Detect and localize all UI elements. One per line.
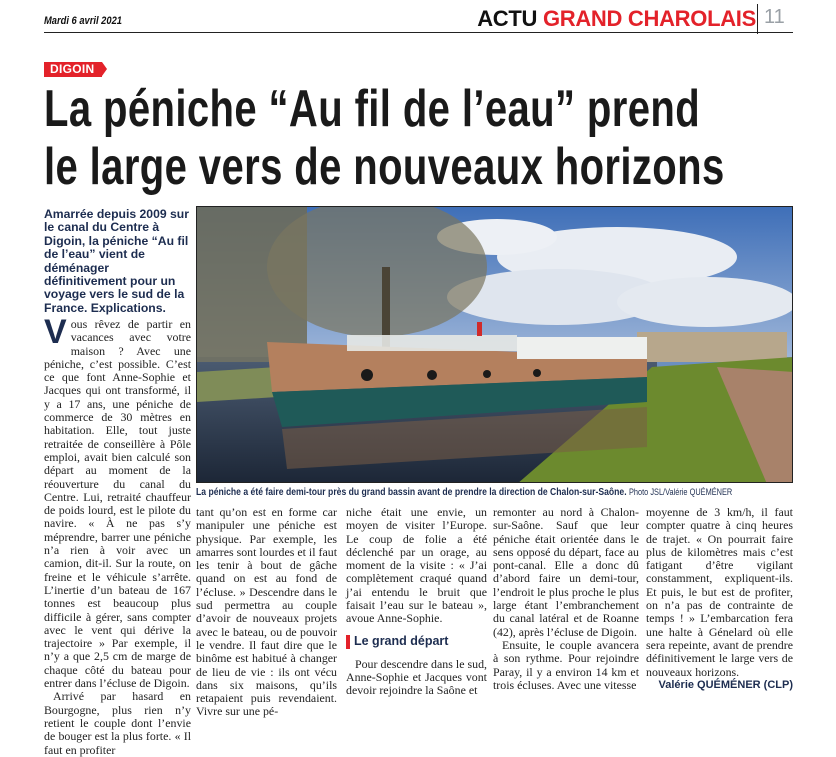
section-rubric: [444, 6, 756, 32]
section-name: GRAND CHAROLAIS: [542, 6, 756, 31]
porthole: [533, 369, 541, 377]
column-1: [44, 313, 191, 757]
section-prefix: ACTU: [477, 6, 538, 31]
porthole: [427, 370, 437, 380]
porthole: [361, 369, 373, 381]
article-photo: [196, 206, 793, 483]
photo-caption: [196, 486, 733, 498]
paragraph-3-start: Pour descendre dans le sud, Anne-Sophie et Jacques vont devoir rejoindre la Saône et: [346, 656, 487, 698]
column-4: [493, 506, 639, 692]
author-signature: Valérie QUÉMÉNER (CLP): [658, 678, 793, 691]
headline-line-2: le large vers de nouveaux horizons: [44, 138, 725, 196]
paragraph-3-end: remonter au nord à Chalon-sur-Saône. Sauf que leur péniche était orientée dans le sens opposé du départ, face au pont-canal. Elle a donc dû d’abord faire un demi-tour, l’endroit le plus proche le plus large étant l’embranchement du canal latéral et de Roanne (42), après l’écluse de Digoin.: [493, 505, 639, 639]
header-divider: [757, 4, 758, 34]
page-number: 11: [764, 6, 785, 28]
left-bank: [197, 367, 277, 402]
column-2: [196, 506, 337, 719]
paragraph-2-continued: tant qu’on est en forme car manipuler une péniche est physique. Par exemple, les amarres sont lourdes et il faut les tenir à bout de gâche quand on est au fond de l’écluse. » Descendre dans le sud permettra au couple d’avoir de nouveaux projets avec le bateau, ou de pouvoir le vendre. Il faut dire que le binôme est habitué à changer de lieu de vie : ils ont vécu dans six maisons, qu’ils retapaient puis revendaient. Vivre sur une pé-: [196, 505, 337, 719]
headline: [44, 80, 814, 196]
photo-credit: Photo JSL/Valérie QUÉMÉNER: [628, 487, 733, 497]
paragraph-4-start: Ensuite, le couple avancera à son rythme. Pour rejoindre Paray, il y a environ 14 km et trois écluses. Avec une vitesse: [493, 637, 639, 692]
headline-line-1: La péniche “Au fil de l’eau” prend: [44, 80, 701, 138]
location-tag: DIGOIN: [44, 62, 102, 77]
column-3: [346, 506, 487, 698]
paragraph-2-start: Arrivé par hasard en Bourgogne, plus rien n’y retient le couple dont l’envie de bouger est la plus forte. « Il faut en profiter: [44, 689, 191, 757]
person: [477, 322, 482, 336]
porthole: [483, 370, 491, 378]
barge-deck: [347, 335, 517, 351]
issue-date: Mardi 6 avril 2021: [44, 15, 122, 27]
column-5: [646, 506, 793, 692]
barge-photo-illustration: [197, 207, 793, 483]
village: [637, 332, 787, 362]
paragraph-2-end: niche était une envie, un moyen de visiter l’Europe. Le coup de folie a été déclenché par un orage, au moment de la visite : « J’ai complètement craqué quand j’ai entendu le bruit que faisait l’eau sur le bateau », avoue Anne-Sophie.: [346, 505, 487, 626]
subheading: [346, 635, 487, 649]
paragraph-1: ous rêvez de partir en vacances avec votre maison ? Avec une péniche, c’est possible. C’est ce que font Anne-Sophie et Jacques qui ont transformé, il y a 17 ans, une péniche de commerce de 30 mètres en habitation. Elle, tout juste retraitée de conseillère à Pôle emploi, avait bien calculé son départ au moment de la réouverture du canal du Centre. Lui, retraité chauffeur de poids lourd, est le pilote du navire. « À ne pas s’y méprendre, barrer une péniche n’a rien à voir avec un camion, dit-il. Sur la route, on freine et le véhicule s’arrête. L’inertie d’un bateau de 167 tonnes est beaucoup plus difficile à gérer, sans compter avec le vent qui dérive la trajectoire » Par exemple, il n’y a que 2,5 cm de marge de chaque côté du bateau pour entrer dans l’écluse de Digoin.: [44, 317, 191, 691]
subheading-text: Le grand départ: [354, 634, 449, 649]
subheading-marker: [346, 635, 350, 649]
cloud: [617, 277, 793, 327]
article-lead: Amarrée depuis 2009 sur le canal du Centre à Digoin, la péniche “Au fil de l’eau” vient de déménager définitivement pour un voyage vers le sud de la France. Explications.: [44, 207, 189, 315]
barge-cabin: [517, 337, 647, 359]
header-rule: [44, 32, 793, 33]
caption-text: La péniche a été faire demi-tour près du grand bassin avant de prendre la direction de Chalon-sur-Saône.: [196, 486, 627, 498]
drop-cap: V: [44, 313, 67, 351]
paragraph-4-end: moyenne de 3 km/h, il faut compter quatre à cinq heures de trajet. « On pourrait faire plus de kilomètres mais c’est fatigant d’être vigilant constamment, expliquent-ils. Et puis, le but est de profiter, on n’a pas de contrainte de temps ! » L’embarcation fera une halte à Génelard où elle sera repeinte, avant de prendre définitivement le large vers de nouveaux horizons.: [646, 505, 793, 679]
